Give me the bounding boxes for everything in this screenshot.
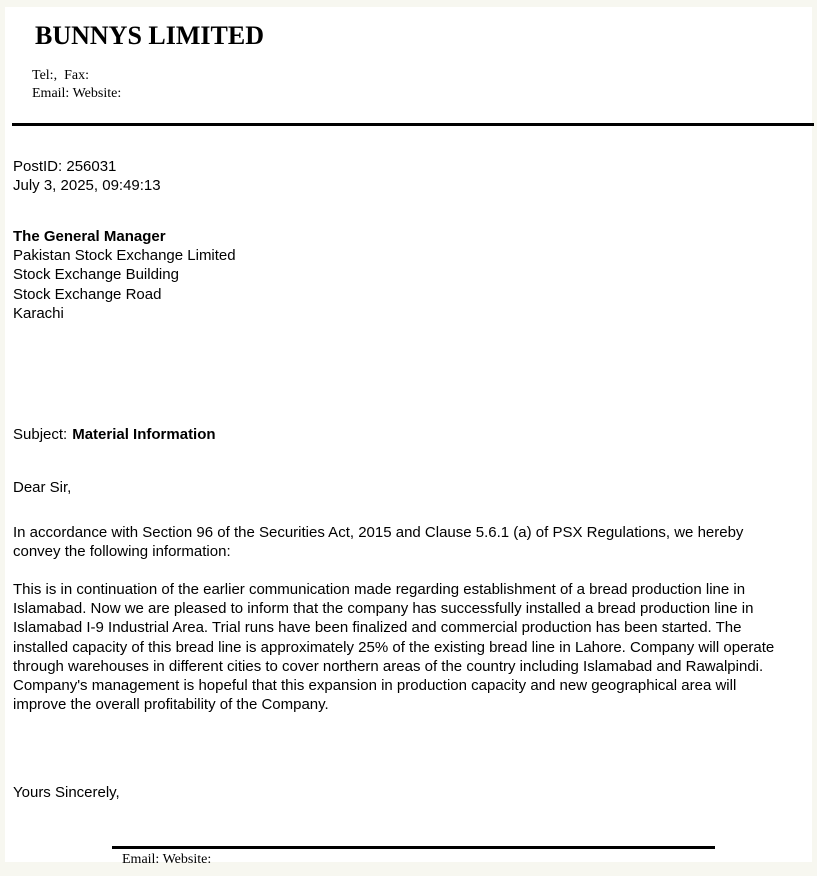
closing: Yours Sincerely, (13, 784, 120, 801)
post-id: PostID: 256031 (13, 158, 117, 175)
recipient-line: Pakistan Stock Exchange Limited (13, 247, 236, 265)
recipient-address (13, 227, 236, 323)
recipient-line: Stock Exchange Road (13, 285, 162, 303)
subject-line (13, 425, 216, 444)
letterhead-tel-fax: Tel:, Fax: (32, 68, 89, 83)
footer-email-website: Email: Website: (122, 852, 212, 867)
document-page (5, 7, 812, 867)
recipient-line: Stock Exchange Building (13, 266, 179, 284)
letterhead-divider-rule (12, 123, 814, 126)
company-name: BUNNYS LIMITED (35, 21, 264, 50)
subject-label: Subject: (13, 426, 68, 443)
letterhead-contact (32, 67, 121, 102)
post-date-time: July 3, 2025, 09:49:13 (13, 177, 161, 195)
paragraph-regulatory-reference: In accordance with Section 96 of the Securities Act, 2015 and Clause 5.6.1 (a) of PSX Regulations, we hereby convey the following information: (13, 524, 744, 561)
recipient-line: Karachi (13, 304, 64, 322)
recipient-title: The General Manager (13, 228, 166, 245)
post-meta (13, 157, 161, 195)
paragraph-announcement: This is in continuation of the earlier communication made regarding establishment of a bread production line in Islamabad. Now we are pleased to inform that the company has successfully installed a bread production line in Islamabad I-9 Industrial Area. Trial runs have been finalized and commercial production has been started. The installed capacity of this bread line is approximately 25% of the existing bread line in Lahore. Company will operate through warehouses in different cities to cover northern areas of the country including Islamabad and Rawalpindi. Company's management is hopeful that this expansion in production capacity and new geographical area will improve the overall profitability of the Company. (13, 581, 775, 714)
salutation: Dear Sir, (13, 479, 72, 496)
footer-divider-rule (112, 846, 715, 849)
letterhead-email-website: Email: Website: (32, 85, 122, 101)
subject-value: Material Information (72, 426, 216, 443)
